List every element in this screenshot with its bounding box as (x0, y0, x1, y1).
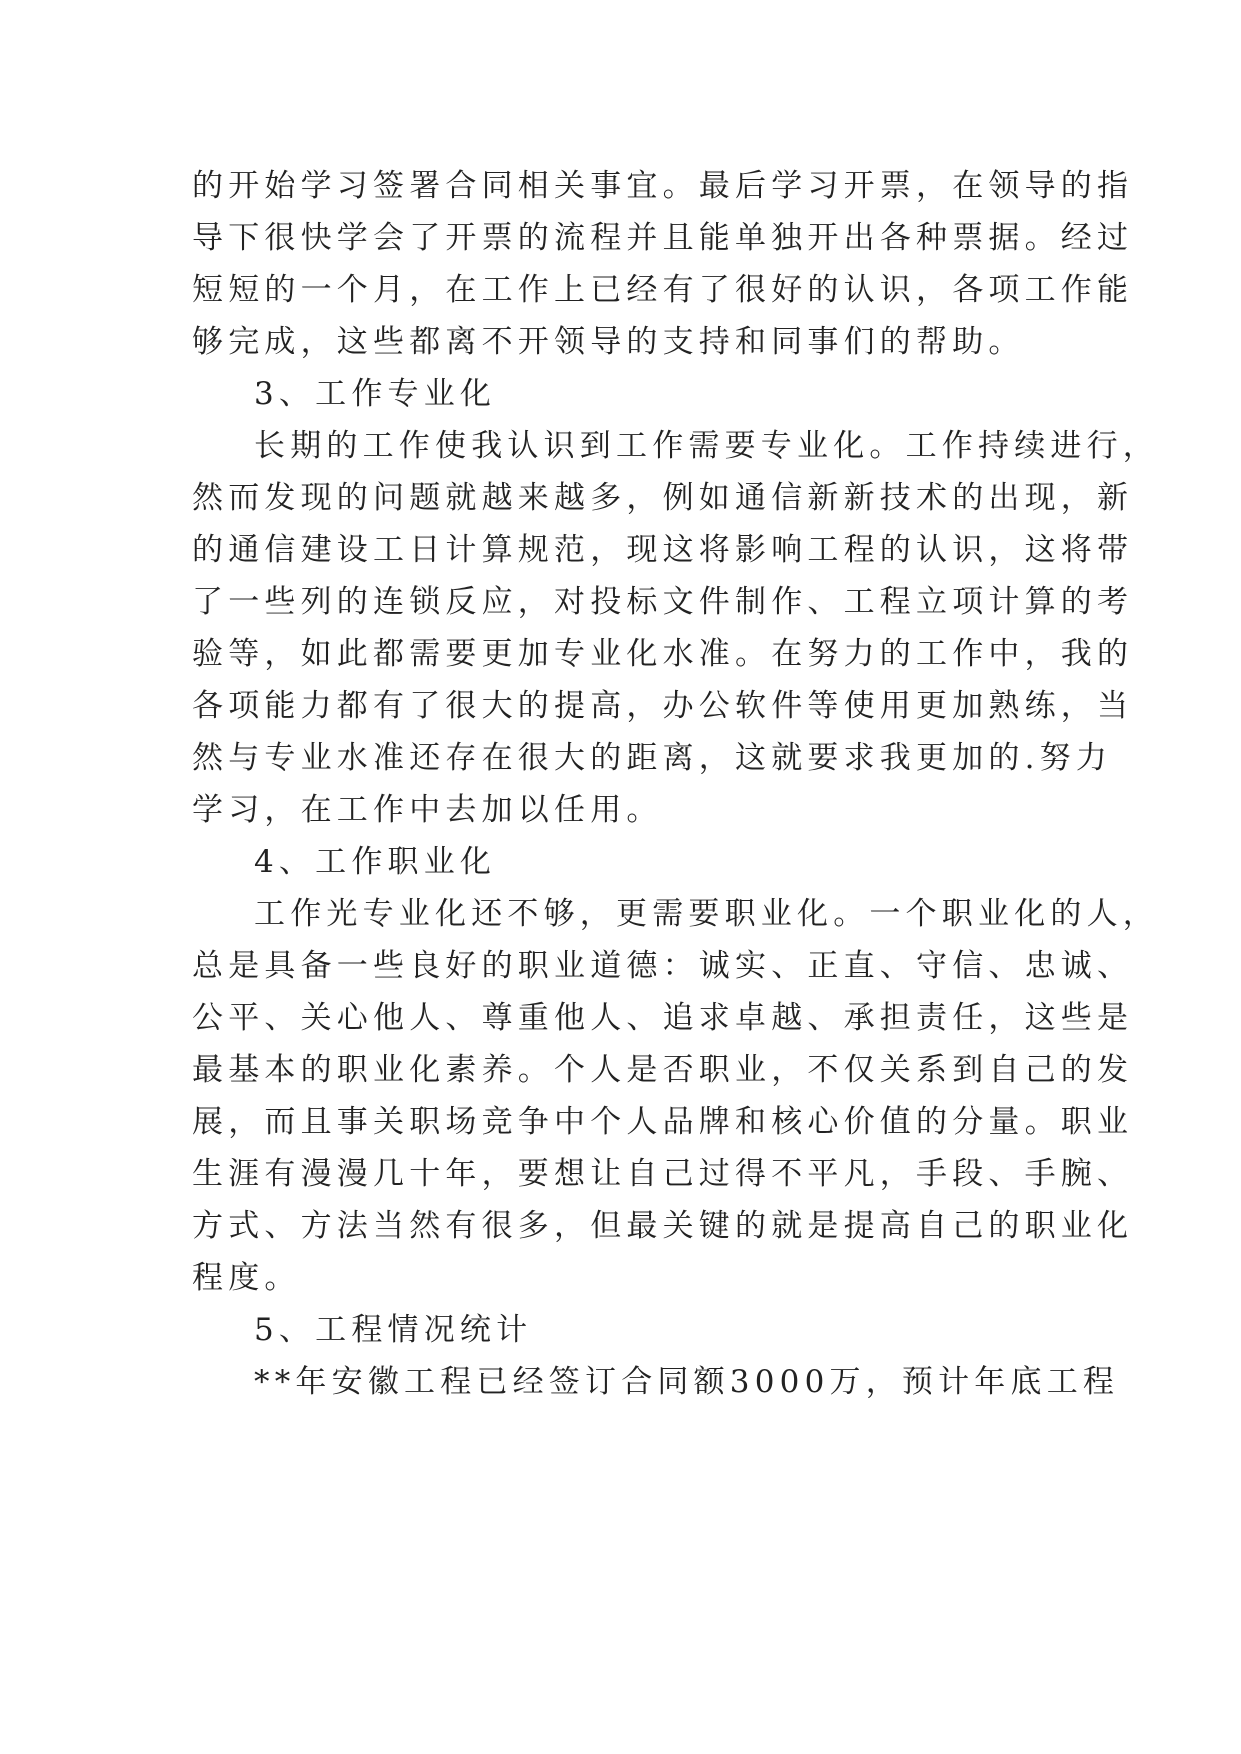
body-text-line: 总是具备一些良好的职业道德：诚实、正直、守信、忠诚、 (192, 948, 1134, 984)
body-text-line: 长期的工作使我认识到工作需要专业化。工作持续进行， (254, 428, 1159, 464)
body-text-line: **年安徽工程已经签订合同额3000万，预计年底工程 (254, 1364, 1120, 1400)
body-text-line: 学习，在工作中去加以任用。 (192, 792, 663, 828)
body-text-line: 了一些列的连锁反应，对投标文件制作、工程立项计算的考 (192, 584, 1134, 620)
body-text-line: 然与专业水准还存在很大的距离，这就要求我更加的.努力 (192, 740, 1113, 776)
body-text-line: 展，而且事关职场竞争中个人品牌和核心价值的分量。职业 (192, 1104, 1134, 1140)
document-body (192, 160, 1159, 1408)
body-text-line: 导下很快学会了开票的流程并且能单独开出各种票据。经过 (192, 220, 1134, 256)
section-heading: 5、工程情况统计 (254, 1312, 533, 1348)
body-text-line: 最基本的职业化素养。个人是否职业，不仅关系到自己的发 (192, 1052, 1134, 1088)
body-text-line: 短短的一个月，在工作上已经有了很好的认识，各项工作能 (192, 272, 1134, 308)
section-heading: 3、工作专业化 (254, 376, 497, 412)
body-text-line: 工作光专业化还不够，更需要职业化。一个职业化的人， (254, 896, 1159, 932)
body-text-line: 程度。 (192, 1260, 301, 1296)
body-text-line: 方式、方法当然有很多，但最关键的就是提高自己的职业化 (192, 1208, 1134, 1244)
body-text-line: 的开始学习签署合同相关事宜。最后学习开票，在领导的指 (192, 168, 1134, 204)
body-text-line: 的通信建设工日计算规范，现这将影响工程的认识，这将带 (192, 532, 1134, 568)
document-page (192, 160, 1159, 1408)
body-text-line: 生涯有漫漫几十年，要想让自己过得不平凡，手段、手腕、 (192, 1156, 1134, 1192)
body-text-line: 够完成，这些都离不开领导的支持和同事们的帮助。 (192, 324, 1025, 360)
section-heading: 4、工作职业化 (254, 844, 497, 880)
body-text-line: 公平、关心他人、尊重他人、追求卓越、承担责任，这些是 (192, 1000, 1134, 1036)
body-text-line: 各项能力都有了很大的提高，办公软件等使用更加熟练，当 (192, 688, 1134, 724)
body-text-line: 验等，如此都需要更加专业化水准。在努力的工作中，我的 (192, 636, 1134, 672)
body-text-line: 然而发现的问题就越来越多，例如通信新新技术的出现，新 (192, 480, 1134, 516)
